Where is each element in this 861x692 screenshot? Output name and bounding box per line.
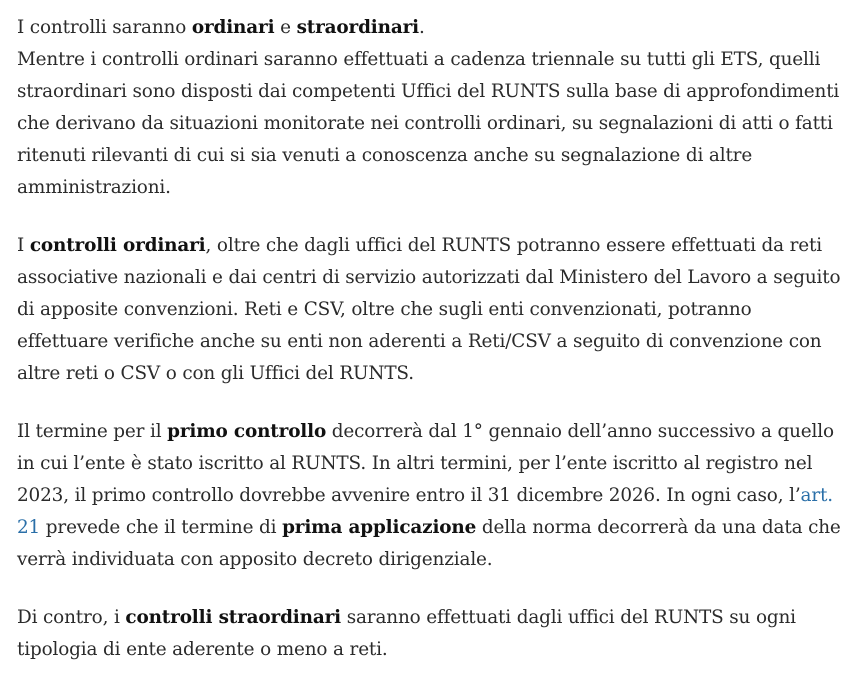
text: saranno effettuati dagli uffici del RUNTS su ogni tipologia di ente aderente o meno a reti.	[17, 607, 796, 660]
article-body	[17, 12, 847, 692]
paragraph-controlli-types	[17, 12, 847, 204]
text: prevede che il termine di	[40, 517, 283, 538]
paragraph-primo-controllo	[17, 416, 847, 576]
art-21-link[interactable]: art. 21	[17, 485, 833, 538]
text: Mentre i controlli ordinari saranno effettuati a cadenza triennale su tutti gli ETS, quelli straordinari sono disposti dai competenti Uffici del RUNTS sulla base di approfondimenti che derivano da situazioni monitorate nei controlli ordinari, su segnalazioni di atti o fatti ritenuti rilevanti di cui si sia venuti a conoscenza anche su segnalazione di altre amministrazioni.	[17, 49, 840, 198]
bold-straordinari: straordinari	[296, 17, 419, 38]
text: , oltre che dagli uffici del RUNTS potranno essere effettuati da reti associative nazionali e dai centri di servizio autorizzati dal Ministero del Lavoro a seguito di apposite convenzioni. Reti e CSV, oltre che sugli enti convenzionati, potranno effettuare verifiche anche su enti non aderenti a Reti/CSV a seguito di convenzione con altre reti o CSV o con gli Uffici del RUNTS.	[17, 235, 841, 384]
text: I controlli saranno	[17, 17, 192, 38]
text: .	[418, 17, 425, 38]
bold-prima-applicazione: prima applicazione	[282, 517, 477, 538]
bold-controlli-straordinari: controlli straordinari	[125, 607, 341, 628]
text: decorrerà dal 1° gennaio dell’anno successivo a quello in cui l’ente è stato iscritto al RUNTS. In altri termini, per l’ente iscritto al registro nel 2023, il primo controllo dovrebbe avvenire entro il 31 dicembre 2026. In ogni caso, l’	[17, 421, 834, 506]
text: Il termine per il	[17, 421, 168, 442]
bold-ordinari: ordinari	[191, 17, 275, 38]
text: I	[17, 235, 30, 256]
bold-primo-controllo: primo controllo	[167, 421, 327, 442]
text: della norma decorrerà da una data che verrà individuata con apposito decreto dirigenziale.	[17, 517, 841, 570]
text: Di contro, i	[17, 607, 126, 628]
text: e	[274, 17, 297, 38]
paragraph-controlli-straordinari	[17, 602, 847, 666]
bold-controlli-ordinari: controlli ordinari	[29, 235, 206, 256]
paragraph-controlli-ordinari	[17, 230, 847, 390]
